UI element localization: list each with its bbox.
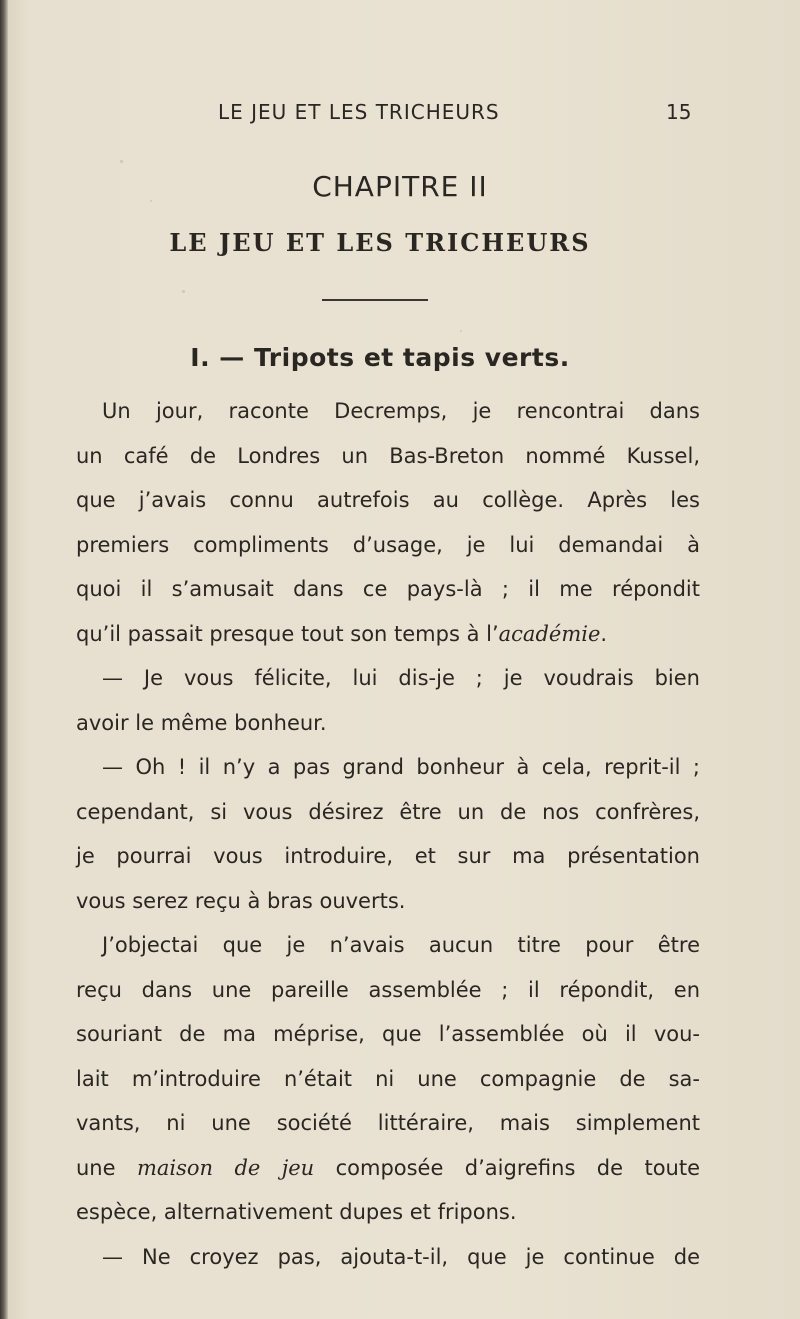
text-line: cependant, si vous désirez être un de nos confrères, xyxy=(76,799,700,824)
running-head xyxy=(0,100,800,130)
text-line xyxy=(76,619,700,664)
italic-term: maison de jeu xyxy=(136,1155,315,1180)
chapter-label: CHAPITRE II xyxy=(312,170,488,203)
text-line: reçu dans une pareille assemblée ; il répondit, en xyxy=(76,977,700,1002)
text-line: — Oh ! il n’y a pas grand bonheur à cela, reprit-il ; xyxy=(102,755,700,779)
running-title: LE JEU ET LES TRICHEURS xyxy=(218,100,500,124)
text-run: qu’il passait presque tout son temps à l’ xyxy=(76,621,499,646)
text-line: avoir le même bonheur. xyxy=(76,710,327,735)
text-line: J’objectai que je n’avais aucun titre pour être xyxy=(102,933,700,957)
text-line: — Je vous félicite, lui dis-je ; je voudrais bien xyxy=(102,666,700,690)
body-text xyxy=(76,396,700,1286)
text-run: composée d’aigrefins de toute xyxy=(314,1155,701,1180)
text-line: souriant de ma méprise, que l’assemblée où il vou- xyxy=(76,1022,700,1046)
page-number: 15 xyxy=(666,100,692,124)
text-line: vous serez reçu à bras ouverts. xyxy=(76,888,406,913)
text-run: . xyxy=(600,621,608,646)
italic-term: académie xyxy=(498,621,601,646)
text-line: — Ne croyez pas, ajouta-t-il, que je continue de xyxy=(102,1244,700,1269)
text-line: un café de Londres un Bas-Breton nommé Kussel, xyxy=(76,443,700,468)
divider-rule xyxy=(322,299,428,301)
text-line: premiers compliments d’usage, je lui demandai à xyxy=(76,532,700,557)
text-line: vants, ni une société littéraire, mais simplement xyxy=(76,1111,700,1135)
text-run: une xyxy=(76,1155,137,1180)
text-line: espèce, alternativement dupes et fripons. xyxy=(76,1200,517,1224)
text-line: lait m’introduire n’était ni une compagnie de sa- xyxy=(76,1066,700,1091)
section-title: I. — Tripots et tapis verts. xyxy=(190,343,570,372)
text-line: Un jour, raconte Decremps, je rencontrai dans xyxy=(102,399,700,423)
text-line: quoi il s’amusait dans ce pays-là ; il me répondit xyxy=(76,577,700,601)
text-line: je pourrai vous introduire, et sur ma présentation xyxy=(76,844,700,868)
text-line: que j’avais connu autrefois au collège. Après les xyxy=(76,488,700,512)
chapter-title: LE JEU ET LES TRICHEURS xyxy=(169,228,591,257)
text-line xyxy=(76,1153,700,1198)
